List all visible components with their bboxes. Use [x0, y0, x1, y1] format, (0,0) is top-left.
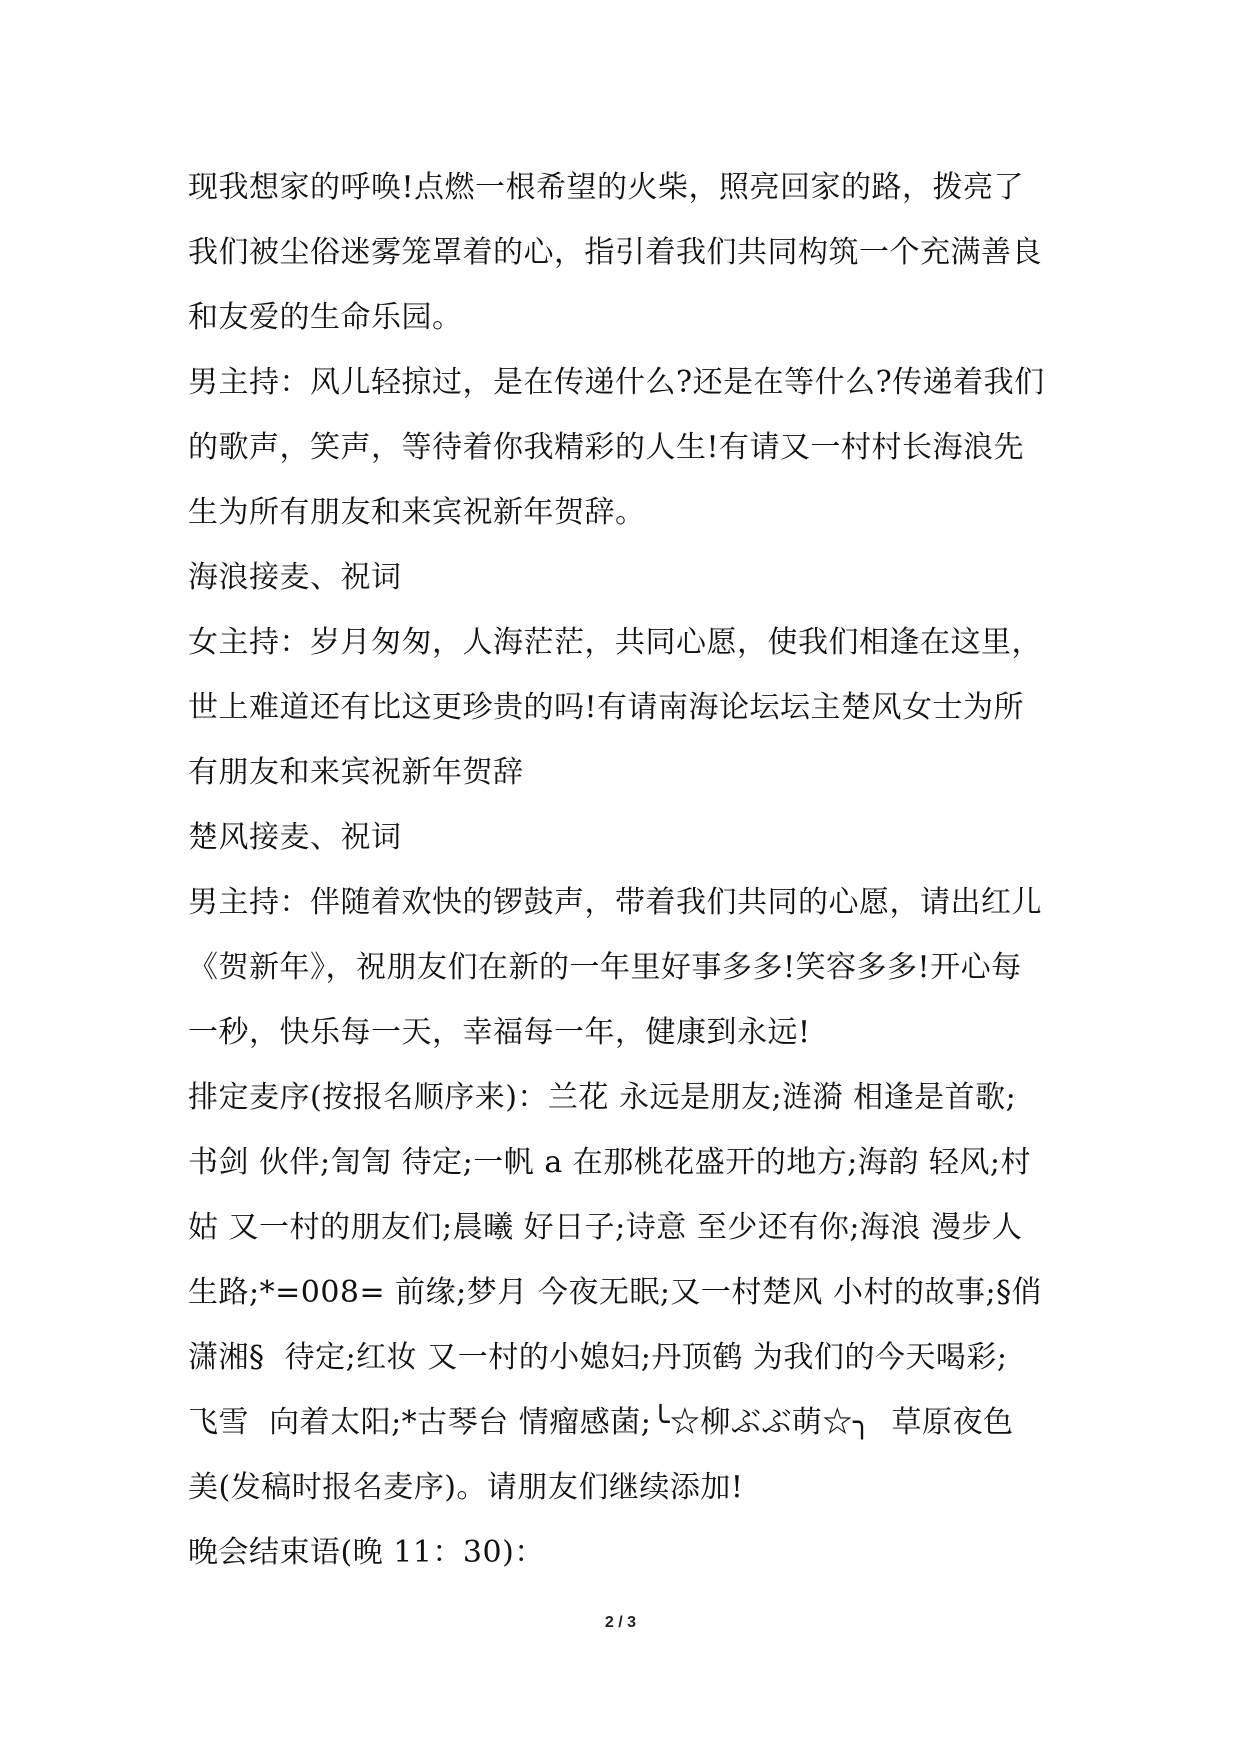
text-line: 海浪接麦、祝词	[188, 560, 402, 595]
text-line: 一秒，快乐每一天，幸福每一年，健康到永远!	[188, 1015, 811, 1050]
text-line: 飞雪 向着太阳;*古琴台 情瘤感菌;╰☆柳ぶぶ萌☆╮ 草原夜色	[188, 1405, 1014, 1440]
text-line: 排定麦序(按报名顺序来)：兰花 永远是朋友;涟漪 相逢是首歌;	[188, 1080, 1017, 1115]
text-line: 晚会结束语(晚 11：30)：	[188, 1535, 545, 1570]
text-line: 《贺新年》，祝朋友们在新的一年里好事多多!笑容多多!开心每	[188, 950, 1022, 985]
document-body	[188, 155, 1058, 1585]
text-line: 潇湘§ 待定;红妆 又一村的小媳妇;丹顶鹤 为我们的今天喝彩;	[188, 1340, 1008, 1375]
text-line: 生路;*=008= 前缘;梦月 今夜无眠;又一村楚风 小村的故事;§俏	[188, 1275, 1043, 1310]
text-line: 书剑 伙伴;訇訇 待定;一帆 a 在那桃花盛开的地方;海韵 轻风;村	[188, 1145, 1031, 1180]
text-line: 世上难道还有比这更珍贵的吗!有请南海论坛坛主楚风女士为所	[188, 690, 1025, 725]
text-line: 楚风接麦、祝词	[188, 820, 402, 855]
text-line: 姑 又一村的朋友们;晨曦 好日子;诗意 至少还有你;海浪 漫步人	[188, 1210, 1023, 1245]
text-line: 男主持：风儿轻掠过，是在传递什么?还是在等什么?传递着我们	[188, 365, 1045, 400]
text-line: 美(发稿时报名麦序)。请朋友们继续添加!	[188, 1470, 744, 1505]
text-line: 生为所有朋友和来宾祝新年贺辞。	[188, 495, 646, 530]
text-line: 我们被尘俗迷雾笼罩着的心，指引着我们共同构筑一个充满善良	[188, 235, 1042, 270]
text-line: 的歌声，笑声，等待着你我精彩的人生!有请又一村村长海浪先	[188, 430, 1025, 465]
text-line: 有朋友和来宾祝新年贺辞	[188, 755, 524, 790]
text-line: 女主持：岁月匆匆，人海茫茫，共同心愿，使我们相逢在这里，	[188, 625, 1042, 660]
text-line: 和友爱的生命乐园。	[188, 300, 463, 335]
page-number: 2 / 3	[604, 1614, 637, 1631]
text-line: 男主持：伴随着欢快的锣鼓声，带着我们共同的心愿，请出红儿	[188, 885, 1042, 920]
text-line: 现我想家的呼唤!点燃一根希望的火柴，照亮回家的路，拨亮了	[188, 170, 1025, 205]
